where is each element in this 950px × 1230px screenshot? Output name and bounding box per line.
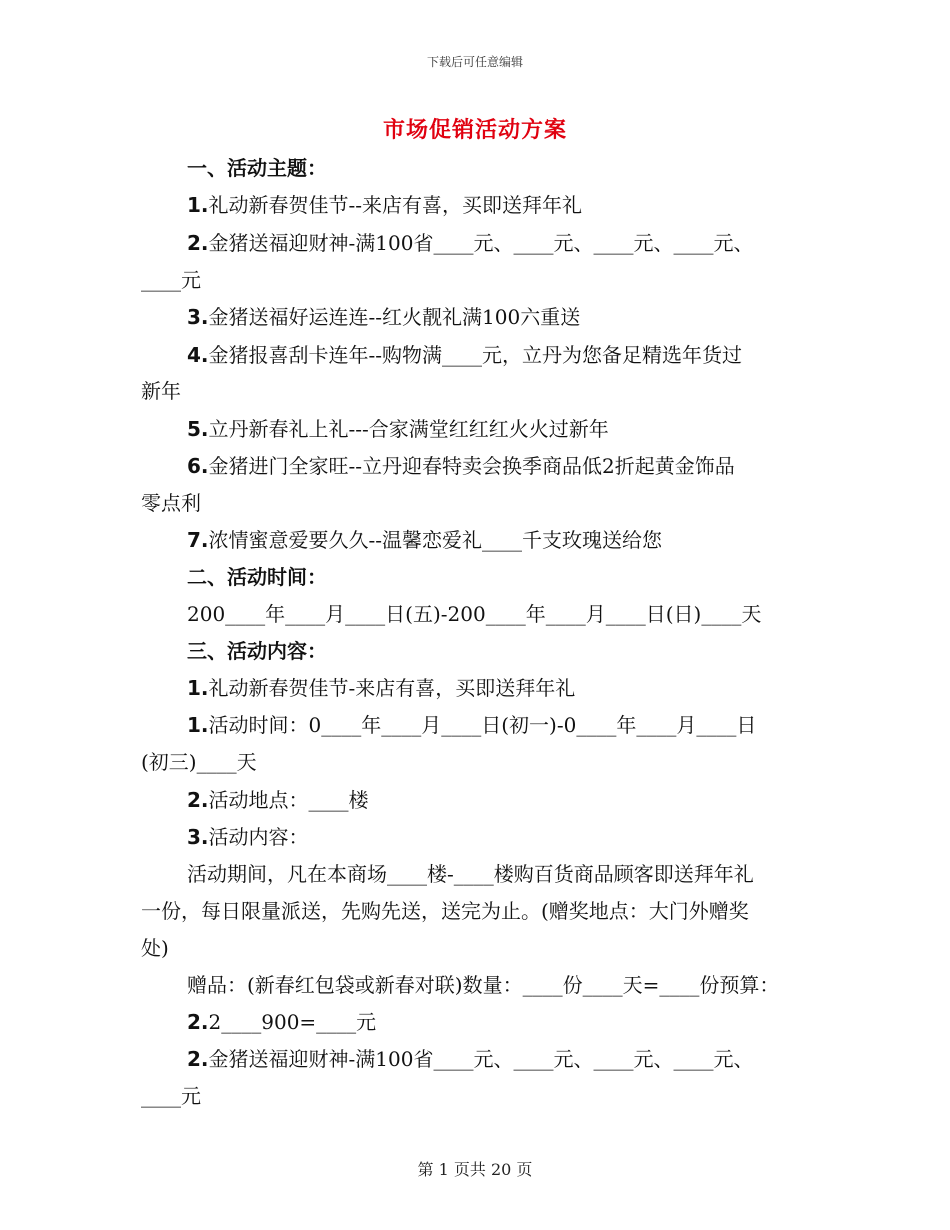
list-item: 2.金猪送福迎财神-满100省____元、____元、____元、____元、 bbox=[187, 231, 754, 255]
list-item: 4.金猪报喜刮卡连年--购物满____元，立丹为您备足精选年货过 bbox=[187, 343, 743, 367]
list-item-continuation: (初三)____天 bbox=[141, 750, 257, 774]
paragraph-line: 赠品：(新春红包袋或新春对联)数量：____份____天=____份预算： bbox=[187, 973, 780, 997]
page-footer: 第 1 页共 20 页 bbox=[417, 1160, 533, 1179]
list-item: 7.浓情蜜意爱要久久--温馨恋爱礼____千支玫瑰送给您 bbox=[187, 528, 663, 552]
paragraph-line: 活动期间，凡在本商场____楼-____楼购百货商品顾客即送拜年礼 bbox=[187, 862, 754, 886]
section-heading-theme: 一、活动主题： bbox=[187, 156, 327, 180]
list-item: 6.金猪进门全家旺--立丹迎春特卖会换季商品低2折起黄金饰品 bbox=[187, 454, 735, 478]
list-item-continuation: ____元 bbox=[141, 268, 201, 292]
paragraph-line: 200____年____月____日(五)-200____年____月____日(日)____天 bbox=[187, 602, 762, 626]
list-item: 2.活动地点：____楼 bbox=[187, 788, 369, 812]
list-item: 2.金猪送福迎财神-满100省____元、____元、____元、____元、 bbox=[187, 1047, 754, 1071]
list-item-continuation: 新年 bbox=[141, 379, 181, 403]
list-item-continuation: ____元 bbox=[141, 1084, 201, 1108]
document-title: 市场促销活动方案 bbox=[382, 117, 567, 143]
list-item: 2.2____900=____元 bbox=[187, 1010, 377, 1034]
list-item: 1.礼动新春贺佳节-来店有喜，买即送拜年礼 bbox=[187, 676, 576, 700]
list-item: 1.活动时间：0____年____月____日(初一)-0____年____月____日 bbox=[187, 713, 757, 737]
list-item: 5.立丹新春礼上礼---合家满堂红红红火火过新年 bbox=[187, 417, 609, 441]
paragraph-line: 一份，每日限量派送，先购先送，送完为止。(赠奖地点：大门外赠奖 bbox=[141, 899, 749, 923]
list-item-continuation: 零点利 bbox=[141, 491, 201, 515]
header-note: 下载后可任意编辑 bbox=[426, 55, 523, 69]
list-item: 1.礼动新春贺佳节--来店有喜，买即送拜年礼 bbox=[187, 193, 583, 217]
section-heading-time: 二、活动时间： bbox=[187, 565, 327, 589]
list-item: 3.金猪送福好运连连--红火靓礼满100六重送 bbox=[187, 305, 581, 329]
list-item: 3.活动内容： bbox=[187, 825, 309, 849]
section-heading-content: 三、活动内容： bbox=[187, 639, 327, 663]
paragraph-line: 处) bbox=[141, 936, 169, 960]
